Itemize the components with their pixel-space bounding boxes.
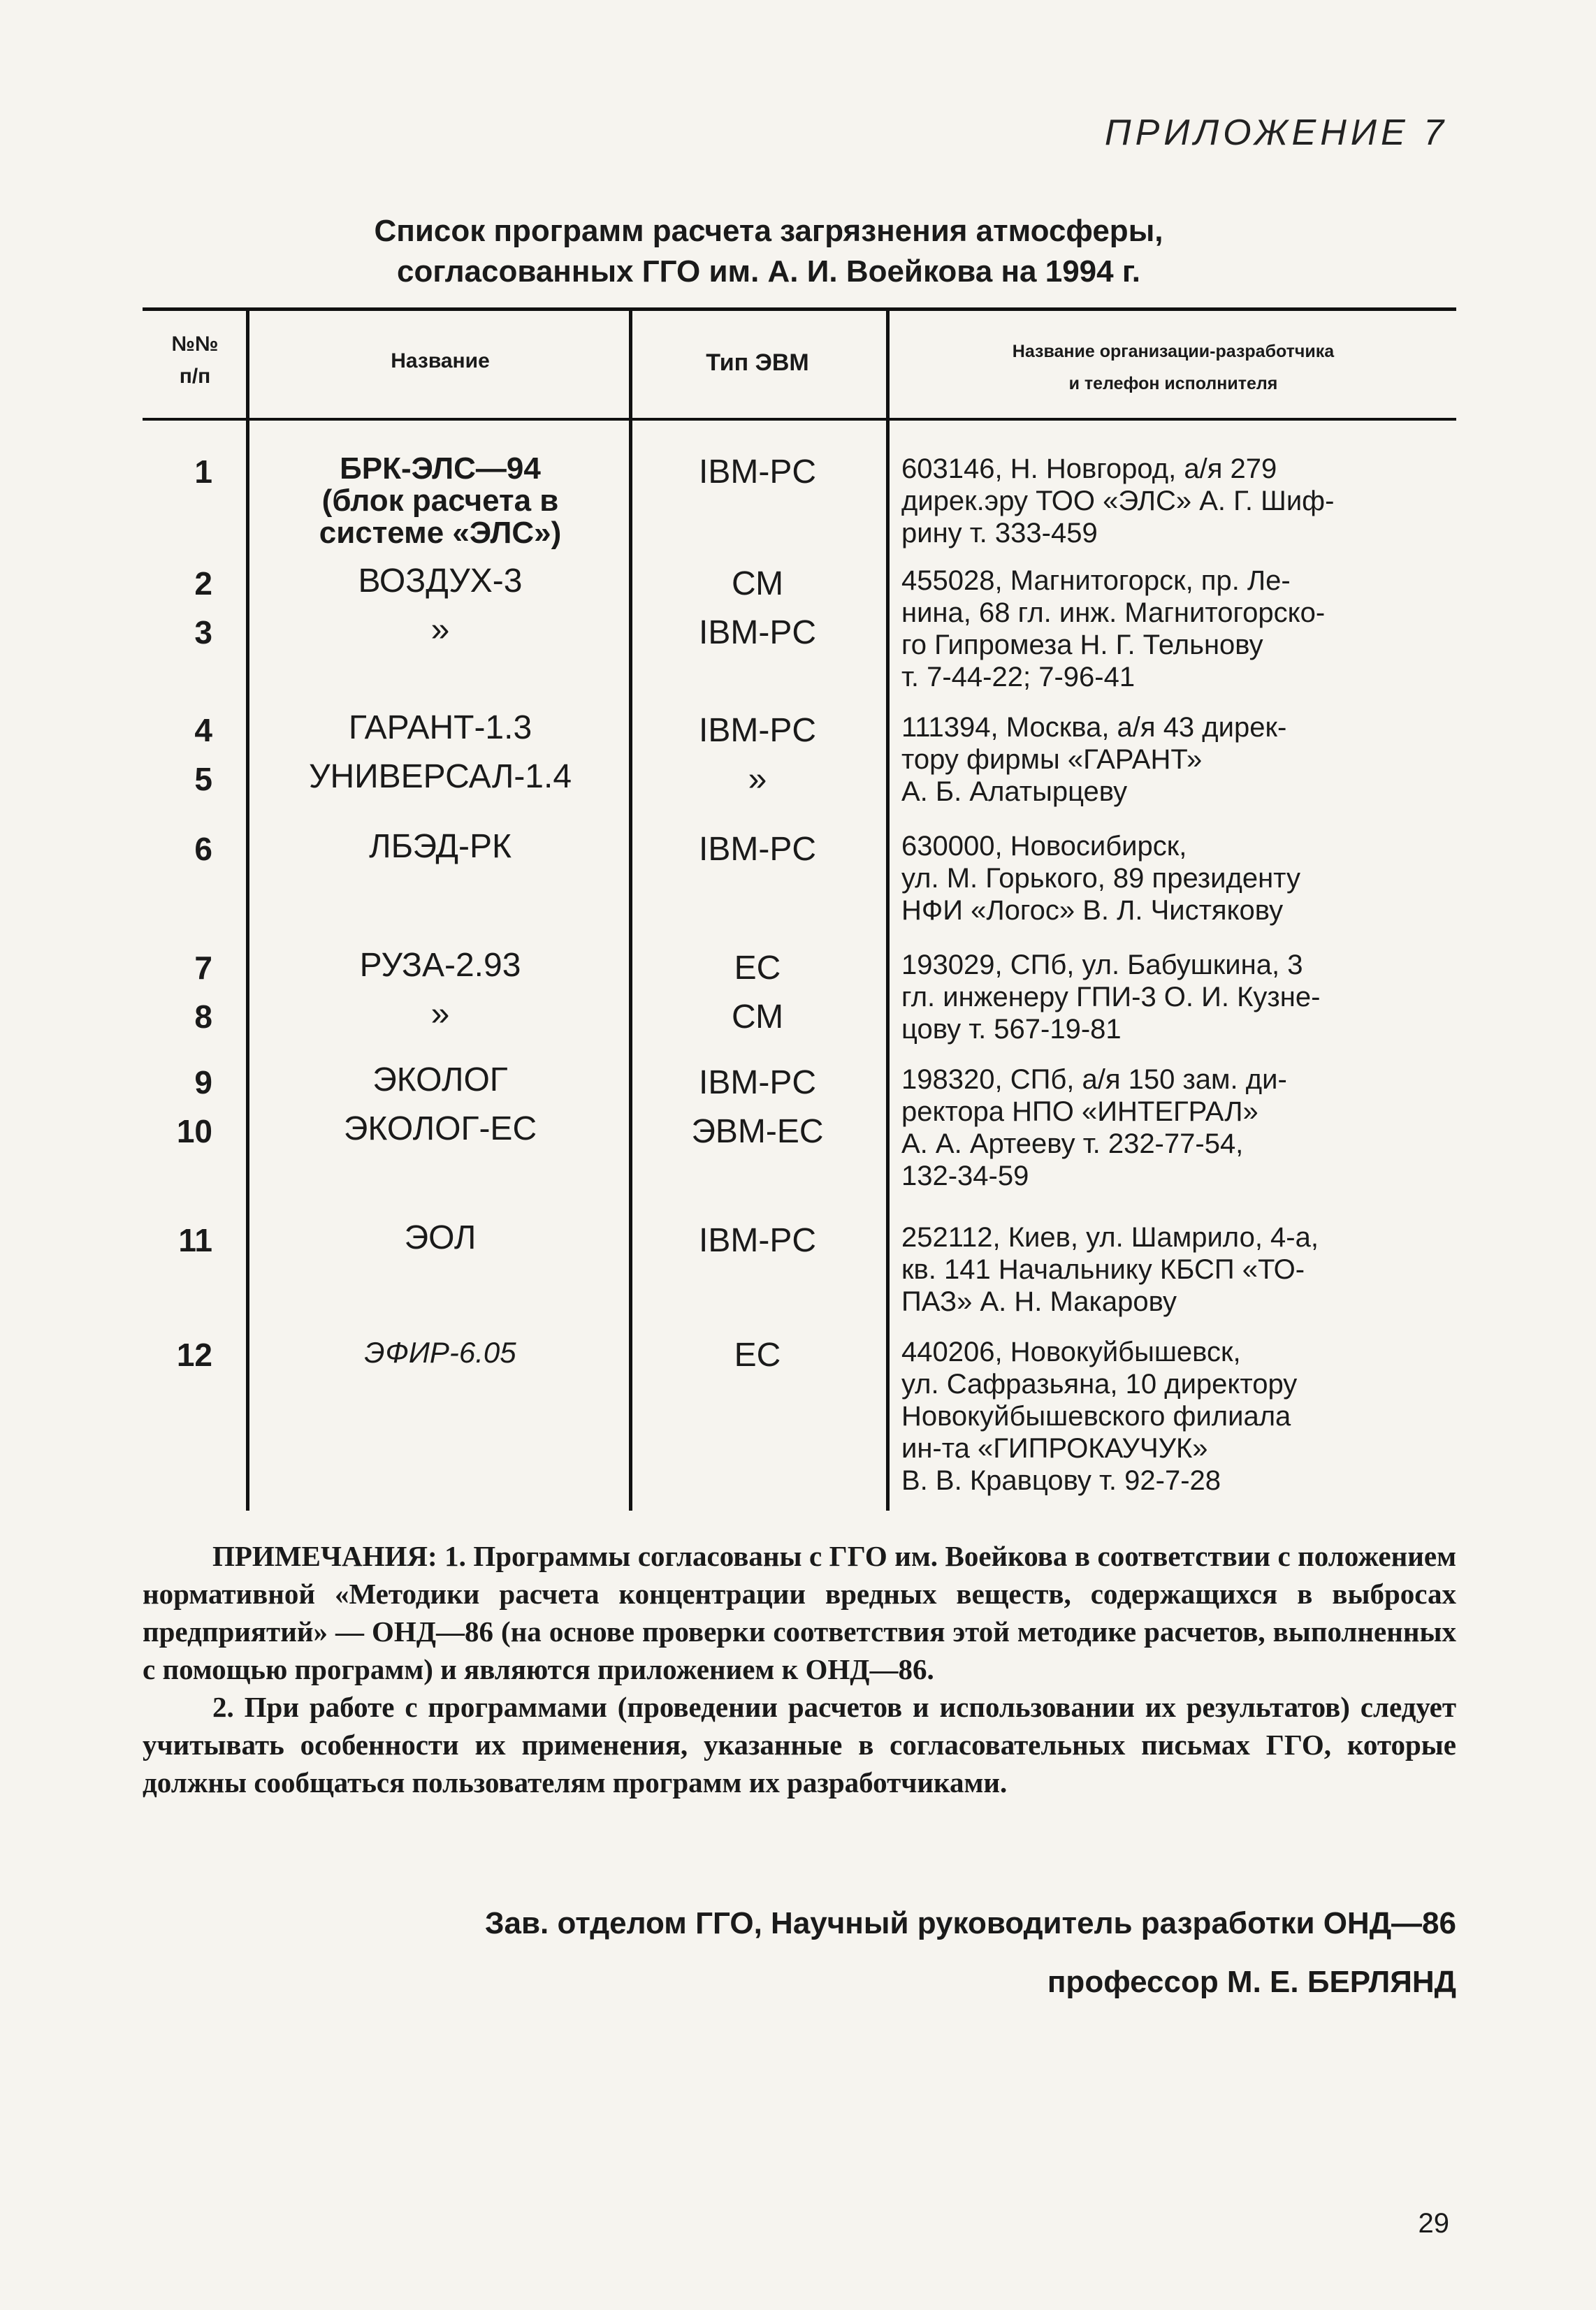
row-number: 11 <box>178 1222 212 1258</box>
organization-entry: 193029, СПб, ул. Бабушкина, 3 гл. инженеру ГПИ-3 О. И. Кузне- цову т. 567-19-81 <box>901 950 1321 1045</box>
organization-entry: 455028, Магнитогорск, пр. Ле- нина, 68 гл. инж. Магнитогорско- го Гипромеза Н. Г. Тельнову т. 7-44-22; 7-96-41 <box>901 565 1326 692</box>
row-number: 12 <box>176 1337 212 1373</box>
program-name: ГАРАНТ-1.3 <box>348 709 532 746</box>
signature-position: Зав. отделом ГГО, Научный руководитель разработки ОНД—86 <box>484 1906 1456 1940</box>
table-top-rule <box>143 307 1456 311</box>
row-number: 6 <box>194 831 212 867</box>
program-name: ЭОЛ <box>404 1219 477 1256</box>
signature-name: профессор М. Е. БЕРЛЯНД <box>1047 1965 1456 1999</box>
title-line-1: Список программ расчета загрязнения атмосферы, <box>374 214 1163 248</box>
program-name: » <box>430 611 450 648</box>
computer-type: IBM-PC <box>699 1222 816 1259</box>
computer-type: IBM-PC <box>699 831 816 868</box>
program-name: РУЗА-2.93 <box>359 947 521 984</box>
computer-type: ЕС <box>734 950 781 987</box>
program-name: ЭКОЛОГ-ЕС <box>343 1110 537 1147</box>
computer-type: ЭВМ-ЕС <box>691 1113 824 1150</box>
appendix-label: ПРИЛОЖЕНИЕ 7 <box>1104 112 1448 153</box>
row-number: 2 <box>194 565 212 602</box>
row-number: 10 <box>176 1113 212 1149</box>
program-name: УНИВЕРСАЛ-1.4 <box>308 758 572 795</box>
program-name: ЛБЭД-РК <box>369 828 512 865</box>
computer-type: » <box>748 761 767 798</box>
program-name: » <box>430 996 450 1033</box>
row-number: 7 <box>194 950 212 986</box>
organization-entry: 198320, СПб, а/я 150 зам. ди- ректора НПО «ИНТЕГРАЛ» А. А. Артееву т. 232-77-54, 132-34-59 <box>901 1064 1287 1191</box>
column-divider-3 <box>886 310 890 1511</box>
column-divider-1 <box>246 310 249 1511</box>
organization-entry: 111394, Москва, а/я 43 дирек- тору фирмы «ГАРАНТ» А. Б. Алатырцеву <box>901 712 1287 807</box>
program-name: ЭКОЛОГ <box>372 1061 508 1098</box>
computer-type: IBM-PC <box>699 614 816 651</box>
title-line-2: согласованных ГГО им. А. И. Воейкова на 1994 г. <box>397 254 1140 289</box>
row-number: 8 <box>194 998 212 1035</box>
row-number: 9 <box>194 1064 212 1100</box>
organization-entry: 440206, Новокуйбышевск, ул. Сафразьяна, 10 директору Новокуйбышевского филиала ин-та «ГИПРОКАУЧУК» В. В. Кравцову т. 92-7-28 <box>901 1337 1298 1496</box>
row-number: 5 <box>194 761 212 797</box>
table-header-rule <box>143 418 1456 421</box>
header-organization: Название организации-разработчика и телефон исполнителя <box>1012 342 1335 393</box>
row-number: 4 <box>194 712 212 748</box>
header-number: №№ п/п <box>171 333 219 388</box>
computer-type: IBM-PC <box>699 712 816 749</box>
row-number: 3 <box>194 614 212 651</box>
note-1: ПРИМЕЧАНИЯ: 1. Программы согласованы с ГГО им. Воейкова в соответствии с положением нормативной «Методики расчета концентрации вредных веществ, содержащихся в выбросах предприятий» — ОНД—86 (на основе проверки соответствия этой методике расчетов, выполненных с помощью программ) и являются приложением к ОНД—86. <box>143 1540 1456 1685</box>
document-title <box>245 211 1293 292</box>
program-name: ВОЗДУХ-3 <box>358 562 523 600</box>
computer-type: СМ <box>731 565 784 602</box>
row-number: 1 <box>194 453 212 490</box>
note-2: 2. При работе с программами (проведении расчетов и использовании их результатов) следует учитывать особенности их применения, указанные в согласовательных письмах ГГО, которые должны сообщаться пользователям программ их разработчиками. <box>143 1691 1456 1799</box>
notes-section <box>143 1537 1456 1801</box>
program-name: БРК-ЭЛС—94 (блок расчета в системе «ЭЛС») <box>319 451 562 550</box>
program-name: ЭФИР-6.05 <box>364 1336 516 1369</box>
computer-type: IBM-PC <box>699 1064 816 1101</box>
computer-type: IBM-PC <box>699 453 816 491</box>
computer-type: СМ <box>731 998 784 1036</box>
header-name: Название <box>391 349 490 372</box>
header-computer-type: Тип ЭВМ <box>706 349 809 376</box>
computer-type: ЕС <box>734 1337 781 1374</box>
organization-entry: 630000, Новосибирск, ул. М. Горького, 89 президенту НФИ «Логос» В. Л. Чистякову <box>901 831 1300 926</box>
page-number: 29 <box>1418 2208 1449 2239</box>
organization-entry: 252112, Киев, ул. Шамрило, 4-а, кв. 141 Начальнику КБСП «ТО- ПАЗ» А. Н. Макарову <box>901 1222 1319 1317</box>
organization-entry: 603146, Н. Новгород, а/я 279 дирек.эру ТОО «ЭЛС» А. Г. Шиф- рину т. 333-459 <box>901 453 1335 549</box>
